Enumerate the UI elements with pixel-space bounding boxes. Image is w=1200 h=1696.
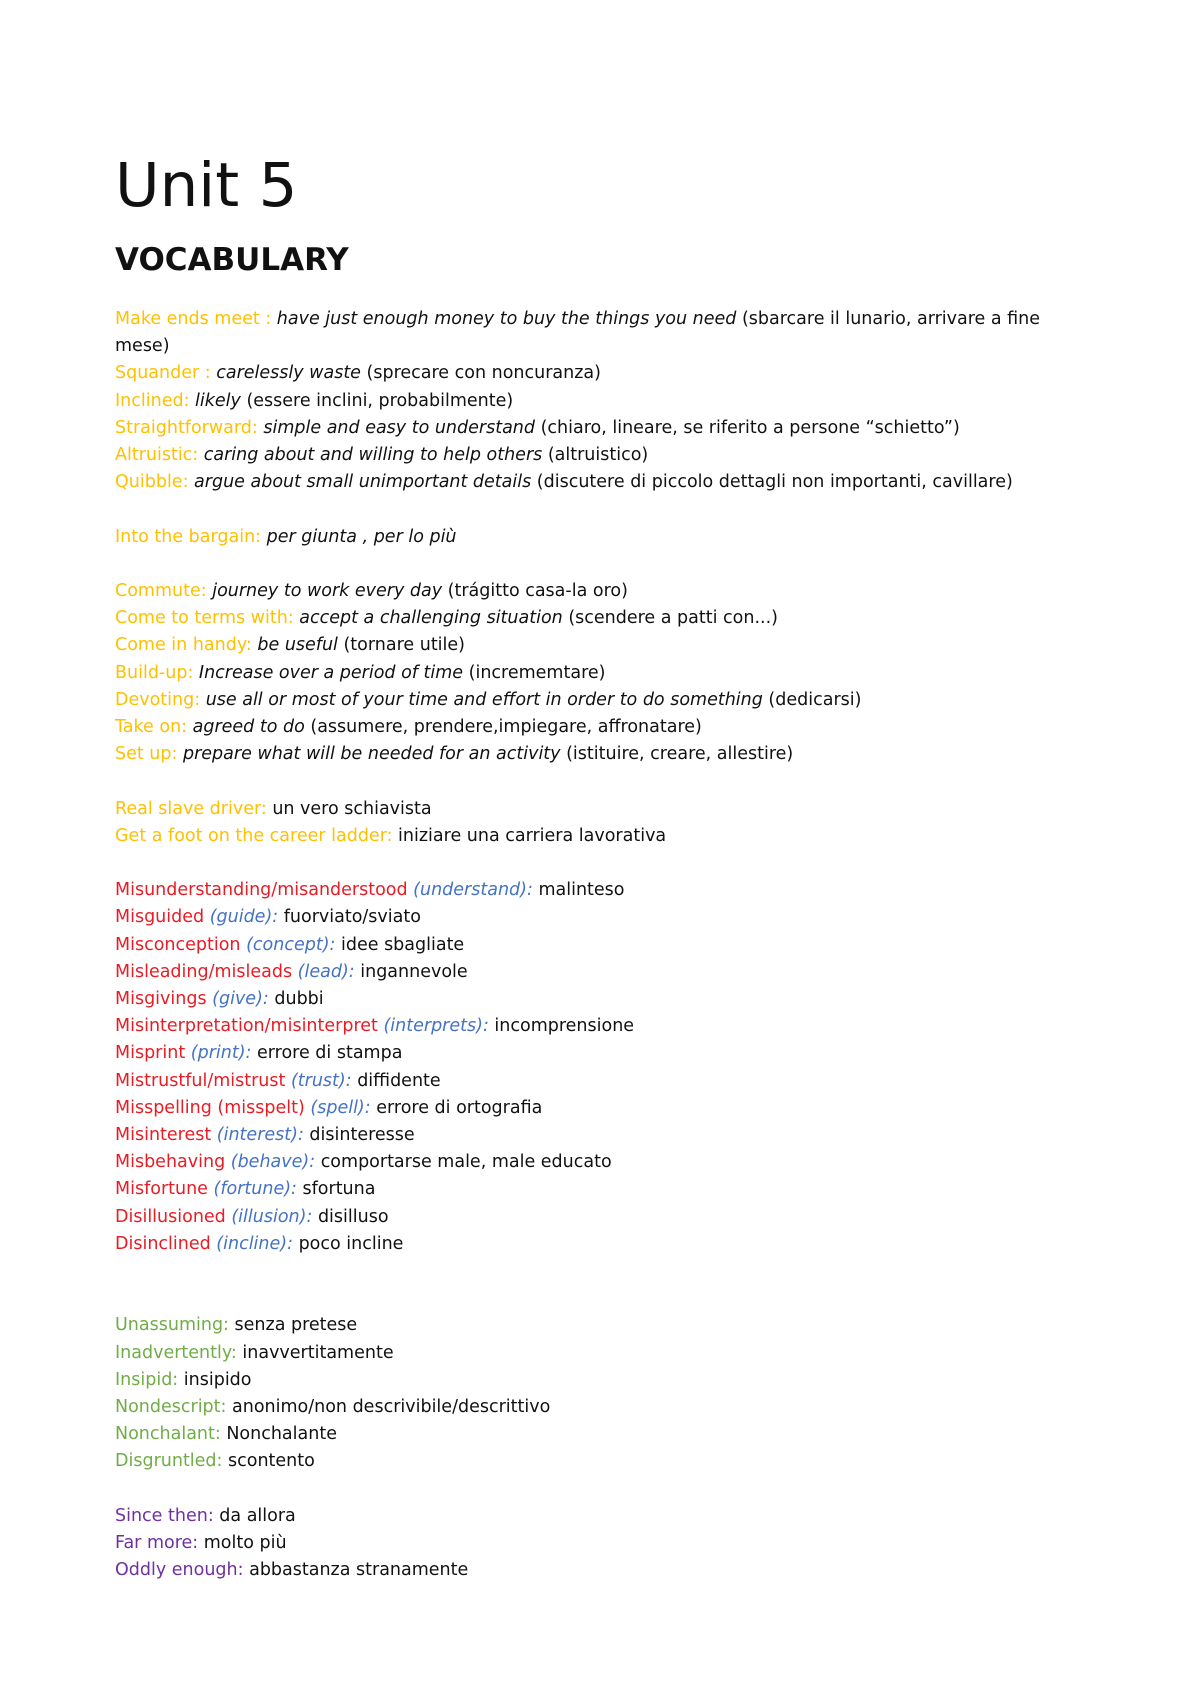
vocab-term: Squander : bbox=[115, 363, 217, 384]
vocab-translation: idee sbagliate bbox=[335, 934, 465, 955]
spacer bbox=[115, 551, 1075, 578]
document-page bbox=[115, 150, 1075, 1584]
vocab-entry bbox=[115, 932, 1075, 959]
vocab-entry bbox=[115, 306, 1075, 360]
vocab-entry bbox=[115, 1312, 1075, 1339]
vocab-definition: be useful bbox=[257, 635, 338, 656]
vocab-root: (understand): bbox=[413, 880, 533, 901]
vocab-translation: (dedicarsi) bbox=[762, 689, 862, 710]
vocab-entry bbox=[115, 1095, 1075, 1122]
vocab-entry bbox=[115, 388, 1075, 415]
vocab-entry bbox=[115, 1231, 1075, 1258]
vocab-translation: (sprecare con noncuranza) bbox=[360, 363, 601, 384]
vocab-translation: (scendere a patti con...) bbox=[562, 608, 778, 629]
spacer bbox=[115, 1476, 1075, 1503]
vocab-entry bbox=[115, 1530, 1075, 1557]
vocab-translation: insipido bbox=[183, 1369, 252, 1390]
vocab-translation: errore di ortografia bbox=[370, 1097, 543, 1118]
vocab-term: Misconception bbox=[115, 934, 247, 955]
vocab-root: (spell): bbox=[310, 1097, 371, 1118]
vocab-translation: (incrememtare) bbox=[463, 662, 606, 683]
vocab-translation: (assumere, prendere,impiegare, affronatare) bbox=[304, 717, 702, 738]
vocab-entry bbox=[115, 442, 1075, 469]
vocab-translation: (discutere di piccolo dettagli non importanti, cavillare) bbox=[531, 472, 1013, 493]
vocab-translation: senza pretese bbox=[234, 1315, 358, 1336]
vocab-term: Misbehaving bbox=[115, 1152, 231, 1173]
vocab-translation: inavvertitamente bbox=[242, 1342, 394, 1363]
vocab-entry bbox=[115, 524, 1075, 551]
vocab-translation: (altruistico) bbox=[542, 445, 649, 466]
vocab-translation: (chiaro, lineare, se riferito a persone “schietto”) bbox=[535, 417, 960, 438]
vocab-term: Misinterest bbox=[115, 1125, 217, 1146]
vocab-root: (print): bbox=[190, 1043, 252, 1064]
vocab-definition: caring about and willing to help others bbox=[203, 445, 543, 466]
vocab-entry bbox=[115, 1068, 1075, 1095]
vocab-term: Devoting: bbox=[115, 689, 206, 710]
spacer bbox=[115, 768, 1075, 795]
vocab-root: (give): bbox=[212, 989, 269, 1010]
vocab-term: Make ends meet : bbox=[115, 309, 277, 329]
vocab-term: Unassuming: bbox=[115, 1315, 235, 1336]
vocab-definition: likely bbox=[195, 390, 241, 411]
vocab-term: Misunderstanding/misanderstood bbox=[115, 880, 414, 901]
vocab-definition: journey to work every day bbox=[212, 581, 443, 601]
vocab-term: Build-up: bbox=[115, 662, 199, 683]
vocab-term: Oddly enough: bbox=[115, 1560, 250, 1581]
vocab-translation: errore di stampa bbox=[251, 1043, 403, 1064]
vocab-definition: Increase over a period of time bbox=[198, 662, 464, 683]
vocab-definition: argue about small unimportant details bbox=[194, 472, 532, 493]
vocab-term: Quibble: bbox=[115, 472, 195, 493]
vocab-term: Far more: bbox=[115, 1533, 204, 1554]
vocab-translation: (essere inclini, probabilmente) bbox=[240, 390, 514, 411]
vocab-root: (guide): bbox=[209, 907, 279, 928]
spacer bbox=[115, 1258, 1075, 1312]
vocab-term: Come to terms with: bbox=[115, 608, 300, 629]
vocab-term: Get a foot on the career ladder: bbox=[115, 825, 399, 846]
vocab-translation: da allora bbox=[219, 1505, 296, 1526]
vocab-definition: carelessly waste bbox=[216, 363, 361, 384]
vocab-term: Altruistic: bbox=[115, 445, 204, 466]
vocab-root: (behave): bbox=[230, 1152, 316, 1173]
vocab-definition: accept a challenging situation bbox=[299, 608, 563, 629]
vocab-root: (illusion): bbox=[231, 1206, 313, 1227]
vocab-translation: malinteso bbox=[532, 880, 625, 901]
vocab-term: Disgruntled: bbox=[115, 1451, 228, 1472]
vocab-entry bbox=[115, 1040, 1075, 1067]
vocab-translation: sfortuna bbox=[296, 1179, 376, 1200]
vocab-translation: fuorviato/sviato bbox=[278, 907, 421, 928]
vocab-translation: un vero schiavista bbox=[272, 798, 432, 819]
vocab-term: Come in handy: bbox=[115, 635, 258, 656]
vocab-definition: agreed to do bbox=[192, 717, 305, 738]
vocab-definition: per giunta , per lo più bbox=[266, 526, 457, 547]
vocab-term: Straightforward: bbox=[115, 417, 264, 438]
vocab-term: Mistrustful/mistrust bbox=[115, 1070, 291, 1091]
vocab-entry bbox=[115, 1149, 1075, 1176]
spacer bbox=[115, 850, 1075, 877]
vocab-root: (concept): bbox=[246, 934, 336, 955]
section-heading: VOCABULARY bbox=[115, 242, 349, 278]
vocab-term: Inadvertently: bbox=[115, 1342, 243, 1363]
vocab-translation: molto più bbox=[203, 1533, 287, 1554]
vocab-term: Set up: bbox=[115, 744, 183, 765]
vocab-entry bbox=[115, 1557, 1075, 1584]
page-title: Unit 5 bbox=[115, 150, 298, 221]
vocab-entry bbox=[115, 1421, 1075, 1448]
vocab-term: Inclined: bbox=[115, 390, 196, 411]
vocab-term: Real slave driver: bbox=[115, 798, 273, 819]
vocab-translation: incomprensione bbox=[488, 1016, 635, 1037]
vocab-definition: use all or most of your time and effort in order to do something bbox=[205, 689, 763, 710]
vocab-entry bbox=[115, 1176, 1075, 1203]
vocab-entry bbox=[115, 741, 1075, 768]
vocab-entry bbox=[115, 578, 1075, 605]
vocab-entry bbox=[115, 632, 1075, 659]
vocab-definition: simple and easy to understand bbox=[263, 417, 536, 438]
vocab-translation: Nonchalante bbox=[226, 1424, 337, 1445]
vocab-term: Disinclined bbox=[115, 1233, 217, 1254]
vocab-translation: disinteresse bbox=[303, 1125, 415, 1146]
vocab-translation: abbastanza stranamente bbox=[249, 1560, 469, 1581]
vocab-entry bbox=[115, 469, 1075, 496]
vocab-entry bbox=[115, 1340, 1075, 1367]
vocab-entry bbox=[115, 904, 1075, 931]
vocab-entry bbox=[115, 1394, 1075, 1421]
vocab-term: Commute: bbox=[115, 581, 213, 601]
vocab-term: Misprint bbox=[115, 1043, 191, 1064]
vocab-entry bbox=[115, 415, 1075, 442]
vocab-translation: (istituire, creare, allestire) bbox=[560, 744, 794, 765]
vocab-term: Misguided bbox=[115, 907, 210, 928]
vocab-entry bbox=[115, 714, 1075, 741]
vocab-root: (interprets): bbox=[383, 1016, 489, 1037]
vocab-translation: comportarse male, male educato bbox=[315, 1152, 612, 1173]
vocab-entry bbox=[115, 877, 1075, 904]
vocab-entry bbox=[115, 1122, 1075, 1149]
vocab-translation: dubbi bbox=[268, 989, 324, 1010]
vocab-term: Into the bargain: bbox=[115, 526, 267, 547]
vocab-entry bbox=[115, 1503, 1075, 1530]
vocab-entry bbox=[115, 796, 1075, 823]
vocab-entry bbox=[115, 605, 1075, 632]
vocab-translation: iniziare una carriera lavorativa bbox=[398, 825, 667, 846]
vocab-term: Misgivings bbox=[115, 989, 213, 1010]
vocab-term: Insipid: bbox=[115, 1369, 184, 1390]
vocab-translation: ingannevole bbox=[354, 961, 468, 982]
vocab-term: Disillusioned bbox=[115, 1206, 232, 1227]
vocab-term: Misfortune bbox=[115, 1179, 214, 1200]
vocab-translation: (sbarcare il lunario, arrivare a fine mese) bbox=[115, 309, 1041, 357]
vocab-term: Take on: bbox=[115, 717, 193, 738]
vocab-term: Misinterpretation/misinterpret bbox=[115, 1016, 384, 1037]
vocab-root: (lead): bbox=[297, 961, 355, 982]
vocab-entry bbox=[115, 1367, 1075, 1394]
vocab-entry bbox=[115, 360, 1075, 387]
vocab-term: Since then: bbox=[115, 1505, 220, 1526]
vocab-entry bbox=[115, 1013, 1075, 1040]
vocab-definition: prepare what will be needed for an activity bbox=[182, 744, 561, 765]
vocab-term: Misleading/misleads bbox=[115, 961, 298, 982]
vocab-entry bbox=[115, 660, 1075, 687]
vocab-root: (incline): bbox=[216, 1233, 294, 1254]
vocab-translation: diffidente bbox=[351, 1070, 441, 1091]
vocabulary-list bbox=[115, 306, 1075, 1584]
vocab-translation: poco incline bbox=[293, 1233, 404, 1254]
vocab-translation: disilluso bbox=[312, 1206, 389, 1227]
spacer bbox=[115, 496, 1075, 523]
vocab-entry bbox=[115, 1204, 1075, 1231]
vocab-entry bbox=[115, 687, 1075, 714]
vocab-term: Nondescript: bbox=[115, 1397, 232, 1418]
vocab-root: (interest): bbox=[216, 1125, 304, 1146]
vocab-root: (fortune): bbox=[213, 1179, 297, 1200]
vocab-translation: (trágitto casa-la oro) bbox=[442, 581, 628, 601]
vocab-translation: anonimo/non descrivibile/descrittivo bbox=[232, 1397, 551, 1418]
vocab-definition: have just enough money to buy the things you need bbox=[276, 309, 737, 329]
vocab-entry bbox=[115, 986, 1075, 1013]
vocab-entry bbox=[115, 823, 1075, 850]
vocab-term: Nonchalant: bbox=[115, 1424, 227, 1445]
vocab-translation: (tornare utile) bbox=[337, 635, 465, 656]
vocab-entry bbox=[115, 1448, 1075, 1475]
vocab-translation: scontento bbox=[228, 1451, 315, 1472]
vocab-term: Misspelling (misspelt) bbox=[115, 1097, 311, 1118]
vocab-entry bbox=[115, 959, 1075, 986]
vocab-root: (trust): bbox=[290, 1070, 352, 1091]
